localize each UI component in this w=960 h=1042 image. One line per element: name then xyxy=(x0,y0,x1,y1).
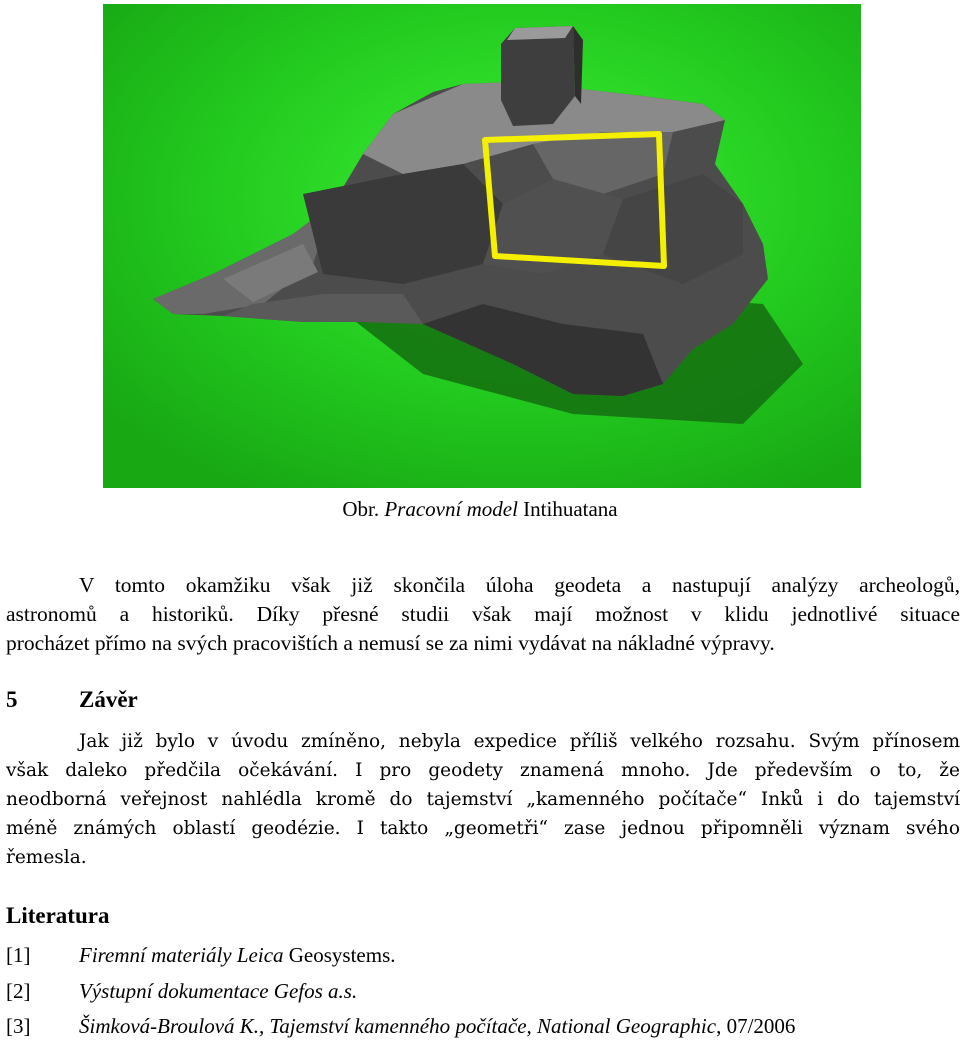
paragraph-line: Jak již bylo v úvodu zmíněno, nebyla expedice příliš velkého rozsahu. Svým přínosem xyxy=(79,731,960,752)
caption-prefix: Obr. xyxy=(342,497,380,521)
section-heading xyxy=(6,687,138,713)
paragraph-conclusion xyxy=(6,727,960,872)
reference-rest: 07/2006 xyxy=(721,1014,796,1038)
reference-index: [1] xyxy=(6,943,31,967)
section-number: 5 xyxy=(6,687,18,712)
reference-item xyxy=(6,979,357,1004)
paragraph-line: řemesla. xyxy=(6,847,87,868)
reference-rest: Geosystems. xyxy=(283,943,396,967)
reference-index: [2] xyxy=(6,979,31,1003)
reference-item xyxy=(6,943,396,968)
reference-italic: Výstupní dokumentace Gefos a.s. xyxy=(79,979,358,1003)
figure-image xyxy=(103,4,861,488)
rock-pillar-top xyxy=(507,26,573,40)
reference-item xyxy=(6,1014,795,1039)
paragraph-intro xyxy=(6,571,960,658)
paragraph-line: méně známých oblastí geodézie. I takto „geometři“ zase jednou připomněli význam svého xyxy=(6,818,960,839)
literature-heading: Literatura xyxy=(6,903,110,928)
reference-italic: Šimková-Broulová K., Tajemství kamenného počítače, National Geographic, xyxy=(79,1014,722,1038)
paragraph-line: procházet přímo na svých pracovištích a nemusí se za nimi vydávat na nákladné výpravy. xyxy=(6,631,775,655)
reference-italic: Firemní materiály Leica xyxy=(79,943,284,967)
paragraph-line: astronomů a historiků. Díky přesné studii však mají možnost v klidu jednotlivé situace xyxy=(6,602,960,626)
caption-title: Pracovní model xyxy=(384,497,518,521)
paragraph-line: však daleko předčila očekávání. I pro geodety znamená mnoho. Jde především o to, že xyxy=(6,760,960,781)
paragraph-line: neodborná veřejnost nahlédla kromě do tajemství „kamenného počítače“ Inků i do tajemství xyxy=(6,789,960,810)
figure-caption xyxy=(0,497,960,522)
section-title: Závěr xyxy=(79,687,138,712)
caption-subject: Intihuatana xyxy=(523,497,618,521)
reference-index: [3] xyxy=(6,1014,31,1038)
intihuatana-model-render xyxy=(103,4,861,488)
paragraph-line: V tomto okamžiku však již skončila úloha geodeta a nastupují analýzy archeologů, xyxy=(79,573,960,597)
